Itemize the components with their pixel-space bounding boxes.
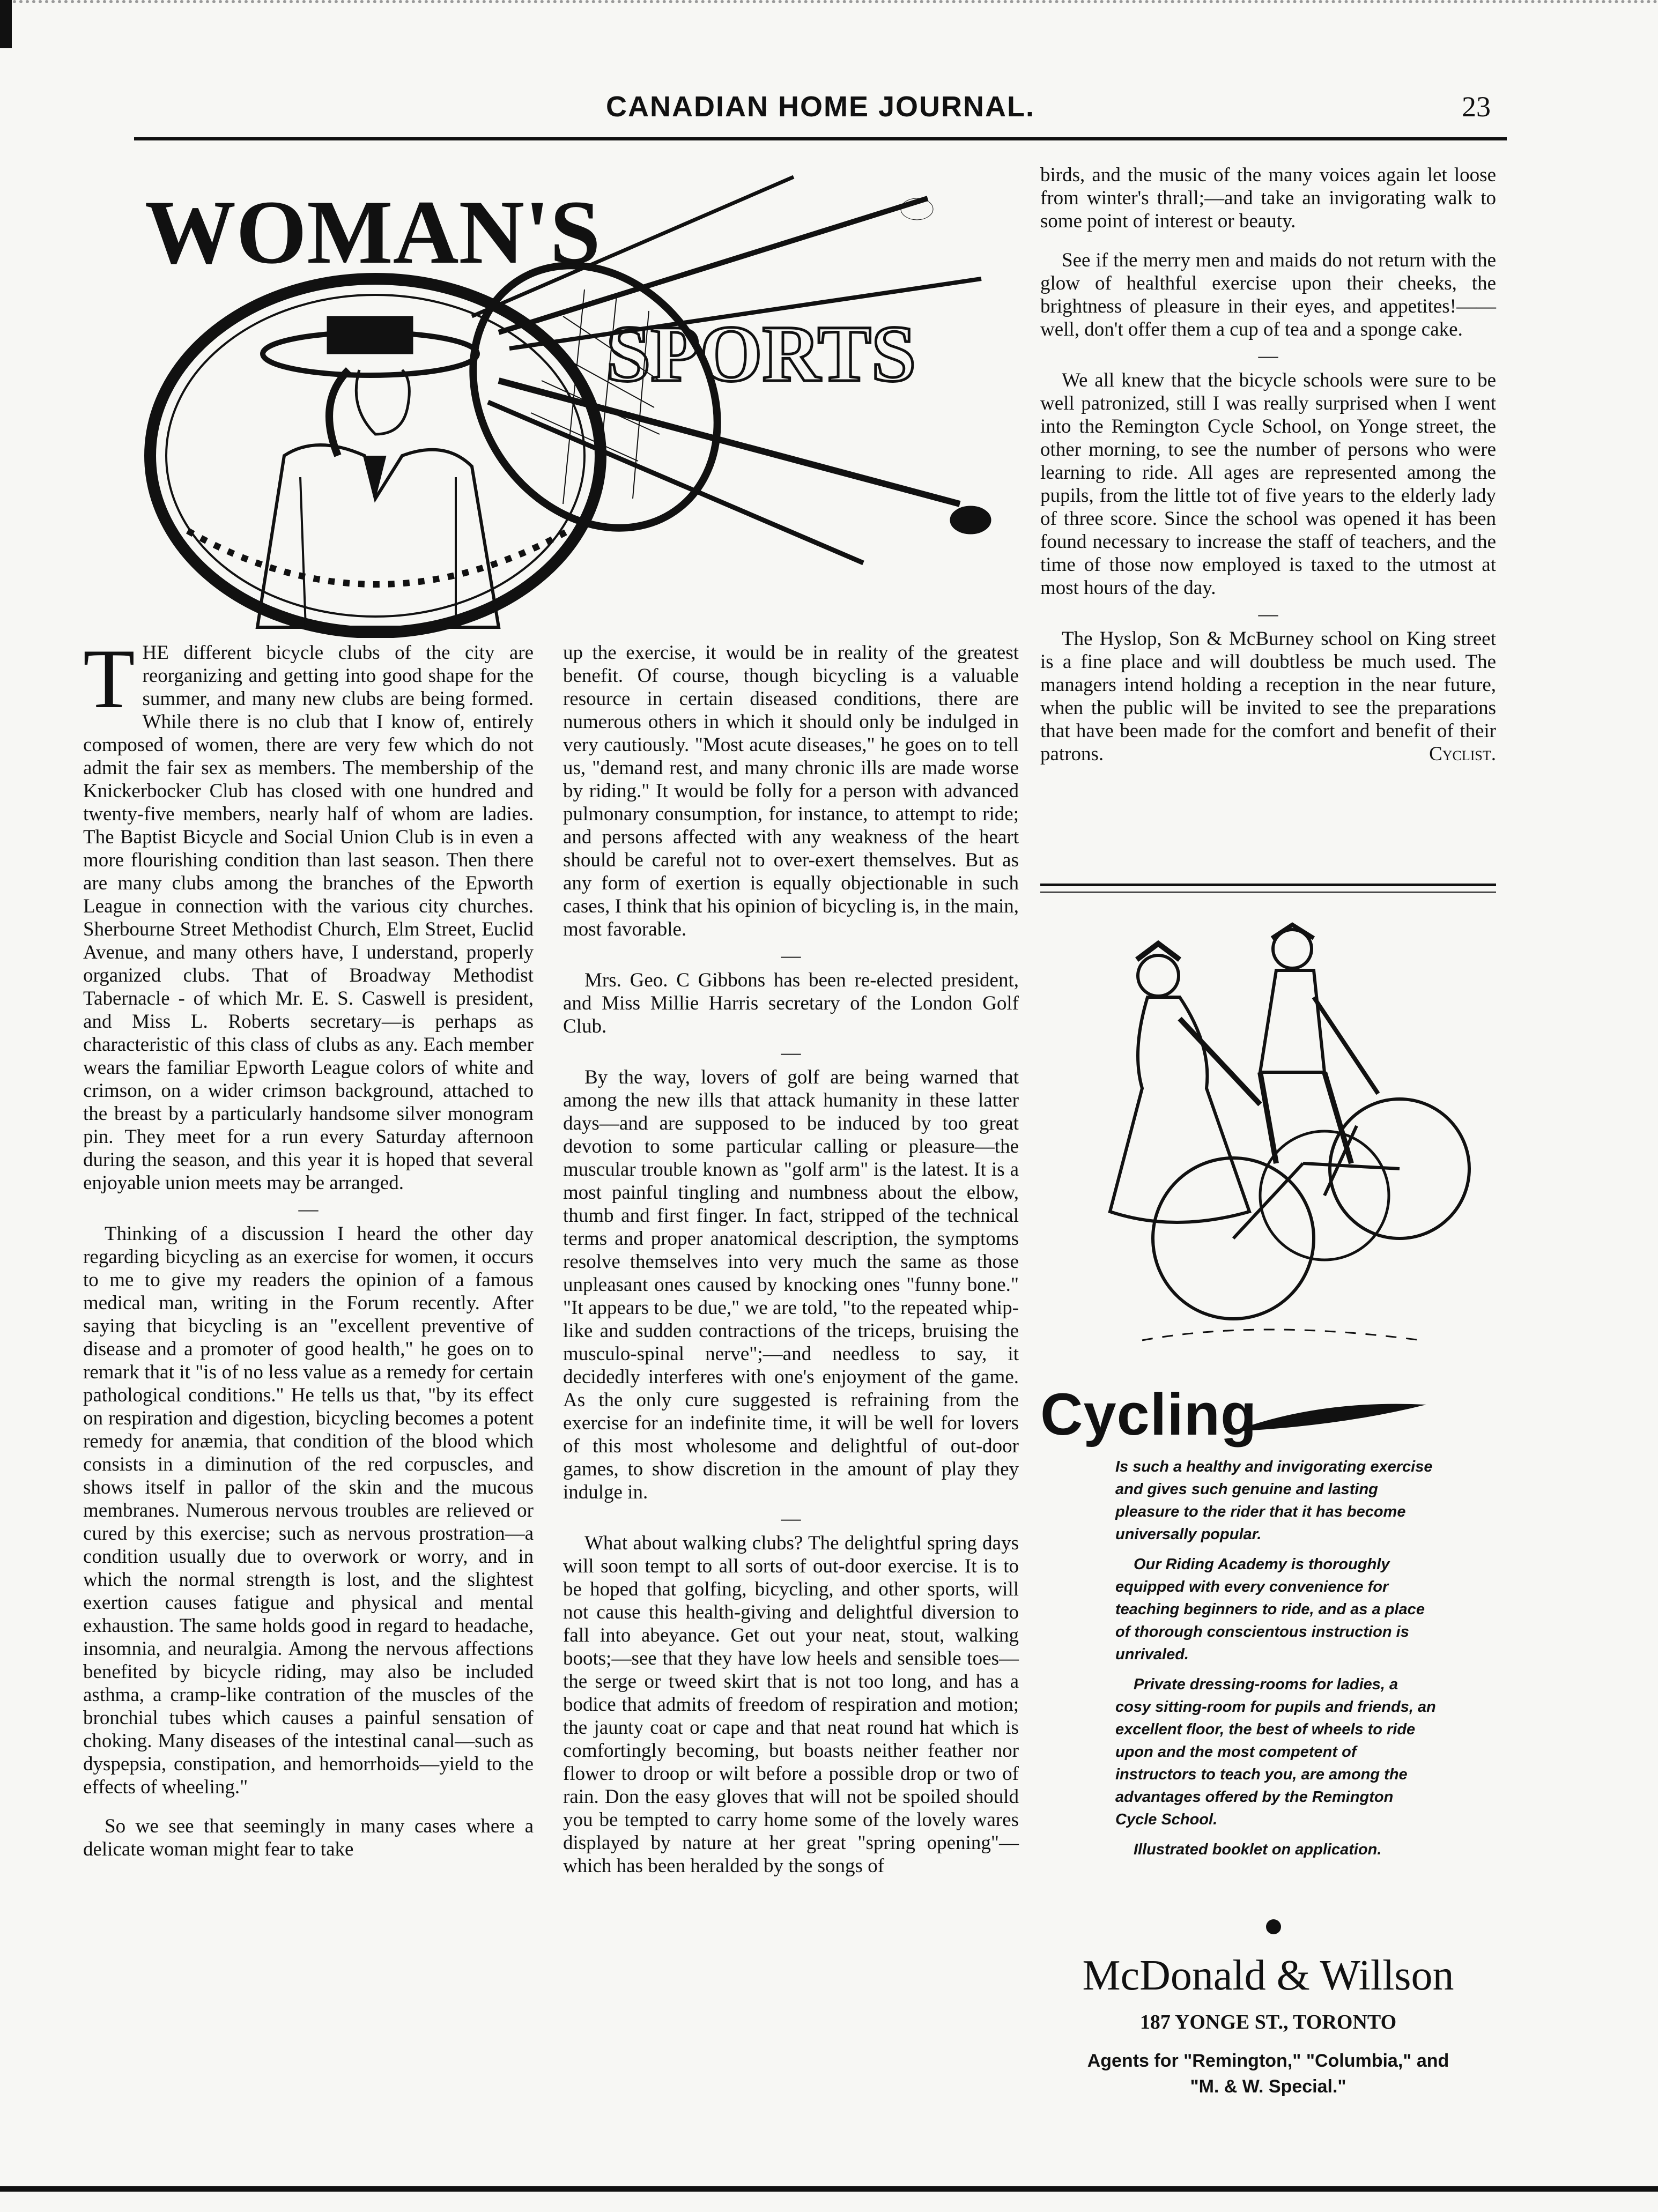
svg-text:SPORTS: SPORTS bbox=[606, 309, 916, 398]
section-dash: — bbox=[1258, 345, 1278, 367]
agents-line: "M. & W. Special." bbox=[1190, 2076, 1346, 2097]
paragraph: We all knew that the bicycle schools were sure to be well patronized, still I was really surprised when I went into the Remington Cycle School, on Yonge street, the other morning, to see the number of persons who were learning to ride. All ages are represented among the pupils, from the little tot of five years to the elderly lady of three score. Since the school was opened it has been found necessary to increase the staff of teachers, and the time of those now employed is taxed to the utmost at most hours of the day. bbox=[1040, 369, 1496, 599]
advertisement-body bbox=[1115, 1456, 1437, 1868]
advertiser-address: 187 YONGE ST., TORONTO bbox=[1139, 2011, 1397, 2033]
advertisement-paragraph: Our Riding Academy is thoroughly equipped with every convenience for teaching beginners to ride, and as a place of thorough conscientous instruction is unrivaled. bbox=[1115, 1556, 1425, 1663]
paragraph: So we see that seemingly in many cases where a delicate woman might fear to take bbox=[83, 1815, 534, 1860]
page-corner-mark bbox=[0, 0, 12, 48]
bullet-ornament-icon bbox=[1266, 1919, 1281, 1934]
running-head bbox=[134, 90, 1507, 144]
section-dash: — bbox=[781, 1508, 801, 1530]
advertisement-paragraph: Illustrated booklet on application. bbox=[1134, 1841, 1382, 1858]
article-column-1 bbox=[83, 632, 534, 1877]
paragraph-text: The Hyslop, Son & McBurney school on King street is a fine place and will doubtless be much used. The managers intend holding a reception in the near future, when the public will be invited to see the preparations that have been made for the comfort and benefit of their patrons. bbox=[1040, 628, 1496, 765]
advertiser-agents bbox=[1040, 2048, 1496, 2099]
paragraph: See if the merry men and maids do not return with the glow of healthful exercise upon their cheeks, the brightness of pleasure in their eyes, and appetites!——well, don't offer them a cup of tea and a sponge cake. bbox=[1040, 249, 1496, 340]
paragraph bbox=[83, 632, 534, 1194]
article-column-2 bbox=[563, 641, 1019, 1894]
svg-text:WOMAN'S: WOMAN'S bbox=[145, 182, 601, 283]
cyclists-illustration bbox=[1099, 911, 1475, 1367]
journal-title: CANADIAN HOME JOURNAL. bbox=[606, 91, 1035, 123]
author-signature: Cyclist. bbox=[1429, 743, 1496, 765]
section-dash: — bbox=[1258, 603, 1278, 625]
paragraph: birds, and the music of the many voices again let loose from winter's thrall;—and take an invigorating walk to some point of interest or beauty. bbox=[1040, 164, 1496, 232]
agents-line: Agents for "Remington," "Columbia," and bbox=[1087, 2051, 1449, 2071]
swoosh-ornament-icon bbox=[1233, 1394, 1426, 1442]
section-dash: — bbox=[298, 1198, 319, 1220]
page-bottom-edge bbox=[0, 2186, 1658, 2192]
header-rule bbox=[134, 137, 1507, 140]
section-dash: — bbox=[781, 945, 801, 967]
section-dash: — bbox=[781, 1042, 801, 1064]
paragraph: up the exercise, it would be in reality of the greatest benefit. Of course, though bicycling is a valuable resource in certain diseased conditions, there are numerous others in which it should only be indulged in very cautiously. "Most acute diseases," he goes on to tell us, "demand rest, and many chronic ills are made worse by riding." It would be folly for a person with advanced pulmonary consumption, for instance, to attempt to ride; and persons affected with any weakness of the heart should be careful not to over-exert themselves. But as any form of exertion is equally objectionable in such cases, I think that his opinion of bicycling is, in the main, most favorable. bbox=[563, 642, 1019, 940]
paragraph: What about walking clubs? The delightful spring days will soon tempt to all sorts of out-door exercise. It is to be hoped that golfing, bicycling, and other sports, will not cause this health-giving and delightful diversion to fall into abeyance. Get out your neat, stout, walking boots;—see that they have low heels and sensible toes—the serge or tweed skirt that is not too long, and has a bodice that admits of freedom of respiration and motion; the jaunty coat or cape and that neat round hat which is comfortingly becoming, but boasts neither feather nor flower to droop or wilt before a possible drop or two of rain. Don the easy gloves that will not be spoiled should you be tempted to carry home some of the lovely wares displayed by nature at her great "spring opening"—which has been heralded by the songs of bbox=[563, 1532, 1019, 1877]
article-column-3 bbox=[1040, 164, 1496, 782]
advertisement-paragraph: Private dressing-rooms for ladies, a cosy sitting-room for pupils and friends, an excellent floor, the best of wheels to ride upon and the most competent of instructors to teach you, are among the advantages offered by the Remington Cycle School. bbox=[1115, 1676, 1436, 1828]
advertisement-paragraph: Is such a healthy and invigorating exercise and gives such genuine and lasting pleasure to the rider that it has become universally popular. bbox=[1115, 1458, 1433, 1543]
drop-cap: T bbox=[83, 632, 135, 726]
paragraph-text: HE different bicycle clubs of the city are reorganizing and getting into good shape for the summer, and many new clubs are being formed. While there is no club that I know of, entirely composed of women, there are very few which do not admit the fair sex as members. The membership of the Knickerbocker Club has closed with one hundred and twenty-five members, nearly half of whom are ladies. The Baptist Bicycle and Social Union Club is in even a more flourishing condition than last season. Then there are many clubs among the branches of the Epworth League in connection with the various city churches. Sherbourne Street Methodist Church, Elm Street, Euclid Avenue, and many others have, I understand, properly organized clubs. That of Broadway Methodist Tabernacle - of which Mr. E. S. Caswell is president, and Miss L. Roberts secretary—is perhaps as characteristic of this class of clubs as any. Each member wears the familiar Epworth League colors of white and crimson, on a wider crimson background, attached to the breast by a particularly handsome silver monogram pin. They meet for a run every Saturday afternoon during the season, and this year it is hoped that several enjoyable union meets may be arranged. bbox=[83, 642, 534, 1194]
paragraph bbox=[1040, 627, 1496, 766]
page-number: 23 bbox=[1462, 91, 1491, 123]
advertiser-name: McDonald & Willson bbox=[1082, 1952, 1454, 1999]
advertisement-heading: Cycling bbox=[1040, 1382, 1257, 1448]
paragraph: Thinking of a discussion I heard the other day regarding bicycling as an exercise for women, it occurs to me to give my readers the opinion of a famous medical man, writing in the Forum recently. After saying that bicycling is an "excellent preventive of disease and a promoter of good health," he goes on to remark that it "is of no less value as a remedy for certain pathological conditions." He tells us that, "by its effect on respiration and digestion, bicycling becomes a potent remedy for anæmia, that condition of the blood which consists in a diminution of the red corpuscles, and shows itself in pallor of the skin and the mucous membranes. Numerous nervous troubles are relieved or cured by this exercise; such as nervous prostration—a condition usually due to overwork or worry, and in which the normal strength is lost, and the slightest exertion causes fatigue and physical and mental exhaustion. The same holds good in regard to headache, insomnia, and neuralgia. Among the nervous affections benefited by bicycle riding, may also be included asthma, a cramp-like contration of the muscles of the bronchial tubes which causes a painful sensation of choking. Many diseases of the intestinal canal—such as dyspepsia, constipation, and hemorrhoids—yield to the effects of wheeling." bbox=[83, 1223, 534, 1798]
paragraph: By the way, lovers of golf are being warned that among the new ills that attack humanity in these latter days—and are supposed to be induced by too great devotion to some particular calling or pleasure—the muscular trouble known as "golf arm" is the latest. It is a most painful tingling and numbness about the elbow, thumb and first finger. In fact, stripped of the technical terms and proper anatomical description, the symptoms resolve themselves into very much the same as those unpleasant ones caused by knocking ones "funny bone." "It appears to be due," we are told, "to the repeated whip-like and sudden contractions of the triceps, bruising the musculo-spinal nerve";—and needless to say, it decidedly interferes with one's enjoyment of the game. As the only cure suggested is refraining from the exercise for an indefinite time, it will be well for lovers of this most wholesome and delightful of out-door games, to show discretion in the amount of play they indulge in. bbox=[563, 1066, 1019, 1503]
paragraph: Mrs. Geo. C Gibbons has been re-elected president, and Miss Millie Harris secretary of the London Golf Club. bbox=[563, 969, 1019, 1037]
womans-sports-illustration bbox=[123, 155, 1035, 638]
top-margin-specks bbox=[0, 0, 1658, 35]
advertisement-rule bbox=[1040, 884, 1496, 893]
